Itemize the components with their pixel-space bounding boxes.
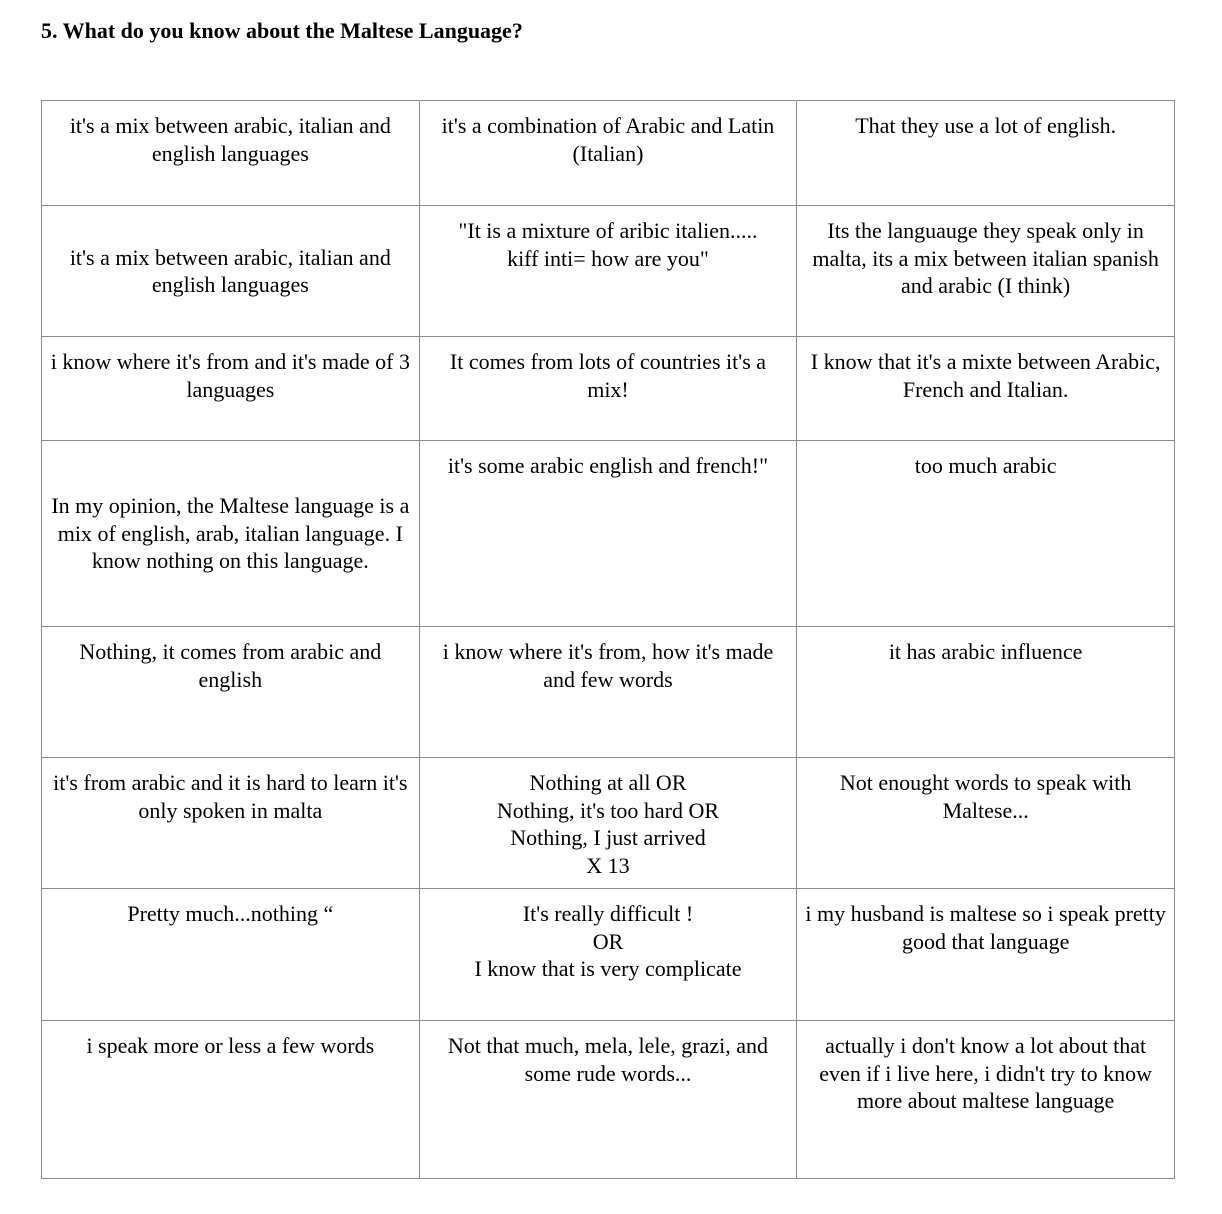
response-cell: Nothing at all OR Nothing, it's too hard OR Nothing, I just arrived X 13 [419, 758, 797, 889]
response-cell: It's really difficult ! OR I know that is very complicate [419, 889, 797, 1021]
response-cell: it has arabic influence [797, 627, 1175, 758]
response-cell: Not enought words to speak with Maltese... [797, 758, 1175, 889]
table-row [42, 758, 1175, 889]
response-cell: Its the languauge they speak only in malta, its a mix between italian spanish and arabic (I think) [797, 206, 1175, 337]
response-cell: i speak more or less a few words [42, 1021, 420, 1179]
response-cell: Nothing, it comes from arabic and english [42, 627, 420, 758]
response-cell: it's some arabic english and french!" [419, 441, 797, 627]
response-cell: Not that much, mela, lele, grazi, and some rude words... [419, 1021, 797, 1179]
table-row [42, 627, 1175, 758]
response-cell: i know where it's from, how it's made and few words [419, 627, 797, 758]
response-cell: i my husband is maltese so i speak pretty good that language [797, 889, 1175, 1021]
response-cell: I know that it's a mixte between Arabic, French and Italian. [797, 337, 1175, 441]
response-cell: It comes from lots of countries it's a mix! [419, 337, 797, 441]
survey-question-heading: 5. What do you know about the Maltese Language? [41, 18, 523, 43]
response-cell: "It is a mixture of aribic italien..... kiff inti= how are you" [419, 206, 797, 337]
table-row [42, 337, 1175, 441]
response-cell: Pretty much...nothing “ [42, 889, 420, 1021]
table-row [42, 441, 1175, 627]
response-cell: too much arabic [797, 441, 1175, 627]
table-row [42, 101, 1175, 206]
response-cell: it's from arabic and it is hard to learn it's only spoken in malta [42, 758, 420, 889]
responses-table [41, 100, 1175, 1179]
table-row [42, 889, 1175, 1021]
response-cell: it's a mix between arabic, italian and english languages [42, 206, 420, 337]
response-cell: it's a combination of Arabic and Latin (Italian) [419, 101, 797, 206]
response-cell: it's a mix between arabic, italian and english languages [42, 101, 420, 206]
response-cell: i know where it's from and it's made of 3 languages [42, 337, 420, 441]
table-row [42, 1021, 1175, 1179]
response-cell: In my opinion, the Maltese language is a mix of english, arab, italian language. I know nothing on this language. [42, 441, 420, 627]
table-row [42, 206, 1175, 337]
response-cell: That they use a lot of english. [797, 101, 1175, 206]
response-cell: actually i don't know a lot about that even if i live here, i didn't try to know more about maltese language [797, 1021, 1175, 1179]
